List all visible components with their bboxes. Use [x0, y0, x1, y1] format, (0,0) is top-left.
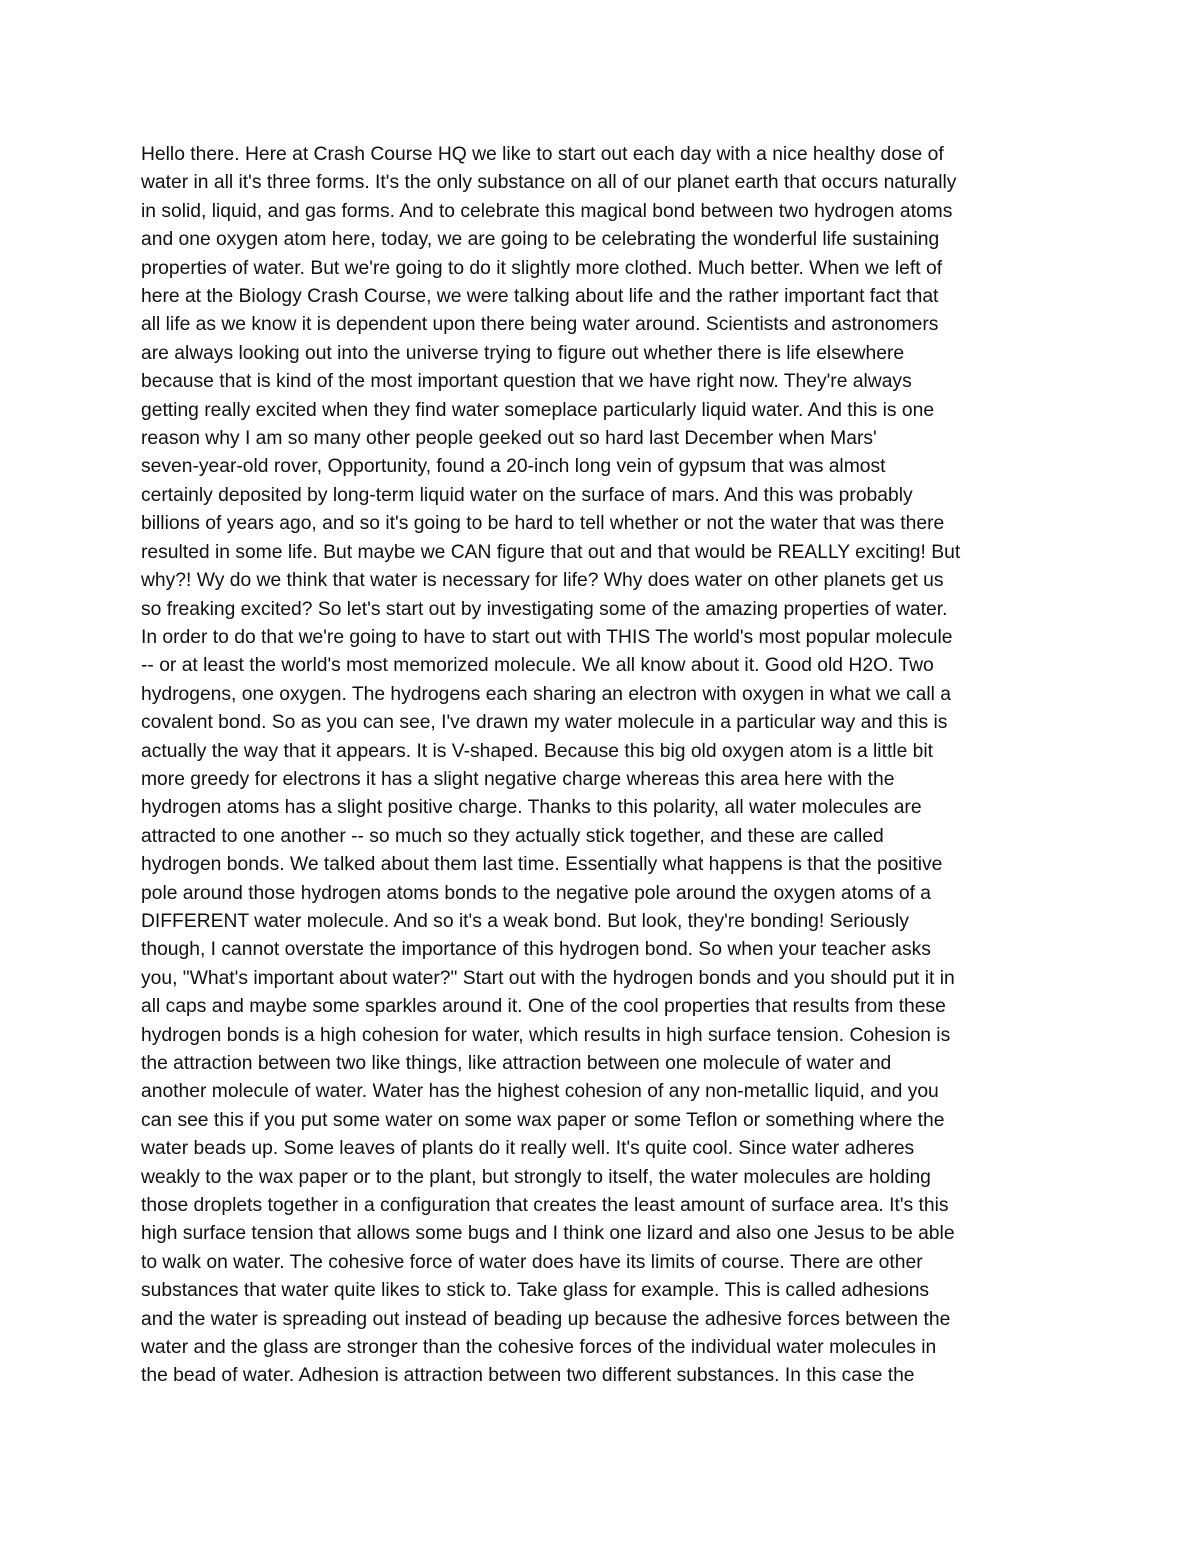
text-line: getting really excited when they find water someplace particularly liquid water. And this is one	[141, 399, 935, 421]
text-line: billions of years ago, and so it's going to be hard to tell whether or not the water that was there	[141, 513, 945, 535]
text-line: you, "What's important about water?" Start out with the hydrogen bonds and you should put it in	[141, 967, 955, 989]
text-line: certainly deposited by long-term liquid water on the surface of mars. And this was probably	[141, 484, 913, 506]
text-line: because that is kind of the most important question that we have right now. They're always	[141, 371, 912, 393]
text-line: water and the glass are stronger than the cohesive forces of the individual water molecules in	[141, 1337, 937, 1359]
text-line: pole around those hydrogen atoms bonds to the negative pole around the oxygen atoms of a	[141, 882, 932, 904]
text-line: Hello there. Here at Crash Course HQ we like to start out each day with a nice healthy dose of	[141, 144, 944, 165]
text-line: hydrogen bonds is a high cohesion for water, which results in high surface tension. Cohesion is	[141, 1024, 951, 1046]
text-line: to walk on water. The cohesive force of water does have its limits of course. There are other	[141, 1251, 923, 1273]
text-line: water beads up. Some leaves of plants do it really well. It's quite cool. Since water adheres	[141, 1138, 915, 1160]
text-line: hydrogen atoms has a slight positive charge. Thanks to this polarity, all water molecules are	[141, 797, 922, 819]
text-line: all life as we know it is dependent upon there being water around. Scientists and astronomers	[141, 314, 939, 336]
text-line: covalent bond. So as you can see, I've drawn my water molecule in a particular way and this is	[141, 712, 948, 734]
text-line: the bead of water. Adhesion is attraction between two different substances. In this case the	[141, 1365, 915, 1387]
text-line: the attraction between two like things, like attraction between one molecule of water and	[141, 1053, 892, 1074]
text-line: hydrogens, one oxygen. The hydrogens each sharing an electron with oxygen in what we call a	[141, 683, 951, 705]
text-line: here at the Biology Crash Course, we were talking about life and the rather important fact that	[141, 286, 939, 308]
text-line: substances that water quite likes to stick to. Take glass for example. This is called adhesions	[141, 1280, 930, 1302]
text-line: and the water is spreading out instead of beading up because the adhesive forces between the	[141, 1308, 951, 1330]
text-line: In order to do that we're going to have to start out with THIS The world's most popular molecule	[141, 626, 953, 648]
text-line: can see this if you put some water on some wax paper or some Teflon or something where the	[141, 1109, 945, 1131]
text-line: reason why I am so many other people geeked out so hard last December when Mars'	[141, 428, 877, 450]
text-line: in solid, liquid, and gas forms. And to celebrate this magical bond between two hydrogen atoms	[141, 200, 953, 222]
text-line: why?! Wy do we think that water is necessary for life? Why does water on other planets get us	[141, 570, 944, 592]
text-line: those droplets together in a configuration that creates the least amount of surface area. It's this	[141, 1195, 949, 1217]
text-line: -- or at least the world's most memorized molecule. We all know about it. Good old H2O. Two	[141, 655, 934, 677]
body-text	[141, 141, 1071, 1391]
text-line: all caps and maybe some sparkles around it. One of the cool properties that results from these	[141, 996, 946, 1018]
text-line: resulted in some life. But maybe we CAN figure that out and that would be REALLY exciting! But	[141, 541, 961, 563]
text-line: another molecule of water. Water has the highest cohesion of any non-metallic liquid, and you	[141, 1081, 939, 1103]
text-line: actually the way that it appears. It is V-shaped. Because this big old oxygen atom is a little bit	[141, 740, 934, 762]
text-line: DIFFERENT water molecule. And so it's a weak bond. But look, they're bonding! Seriously	[141, 910, 909, 932]
text-line: attracted to one another -- so much so they actually stick together, and these are called	[141, 825, 884, 847]
text-line: and one oxygen atom here, today, we are going to be celebrating the wonderful life sustaining	[141, 229, 940, 251]
text-line: seven-year-old rover, Opportunity, found a 20-inch long vein of gypsum that was almost	[141, 456, 886, 478]
text-line: though, I cannot overstate the importance of this hydrogen bond. So when your teacher asks	[141, 939, 931, 961]
text-line: water in all it's three forms. It's the only substance on all of our planet earth that occurs naturally	[141, 172, 957, 194]
text-line: more greedy for electrons it has a slight negative charge whereas this area here with the	[141, 768, 895, 790]
text-line: hydrogen bonds. We talked about them last time. Essentially what happens is that the positive	[141, 854, 943, 876]
text-line: are always looking out into the universe trying to figure out whether there is life elsewhere	[141, 342, 905, 364]
text-line: weakly to the wax paper or to the plant, but strongly to itself, the water molecules are holding	[141, 1166, 931, 1188]
text-line: properties of water. But we're going to do it slightly more clothed. Much better. When we left of	[141, 257, 943, 279]
text-line: so freaking excited? So let's start out by investigating some of the amazing properties of water.	[141, 598, 948, 620]
text-line: high surface tension that allows some bugs and I think one lizard and also one Jesus to be able	[141, 1223, 955, 1245]
